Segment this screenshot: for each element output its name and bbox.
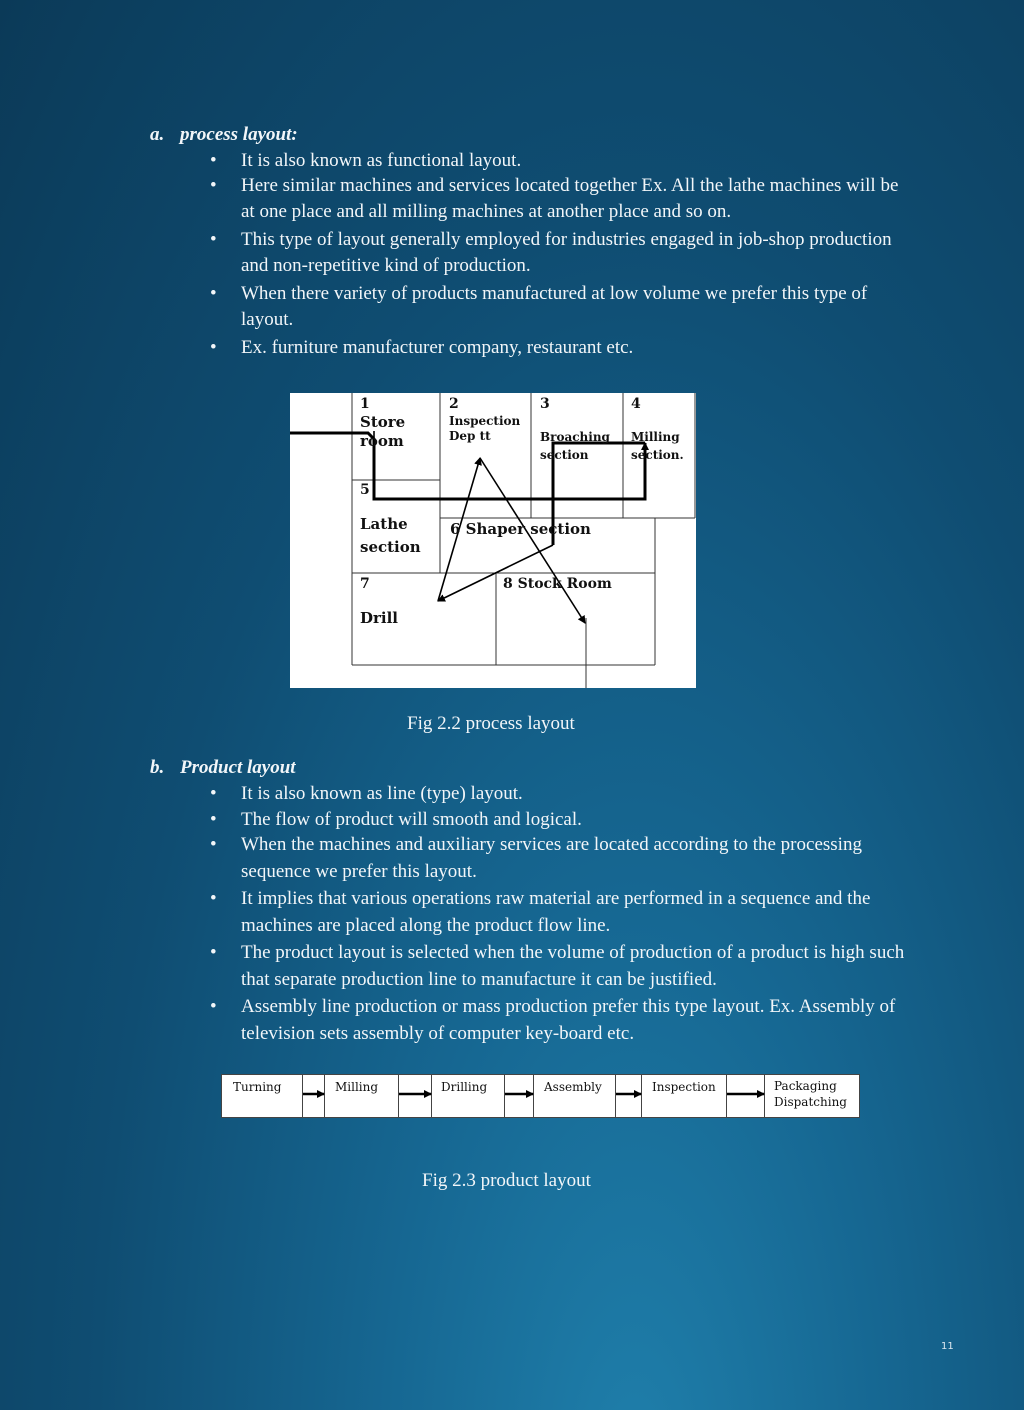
section-b-bullet: • It implies that various operations raw material are performed in a sequence and the machines are placed along the product flow line. (210, 886, 910, 939)
section-a-heading (150, 124, 298, 146)
section-b-heading (150, 757, 296, 779)
flow-step-drilling: Drilling (441, 1080, 488, 1094)
cell-4-number: 4 (631, 396, 641, 412)
cell-5-label: section (360, 538, 421, 556)
flow-step-packaging: Packaging (774, 1079, 837, 1093)
cell-4-label: section. (631, 448, 684, 462)
section-a-bullet: • It is also known as functional layout. (210, 148, 910, 175)
cell-5-label: Lathe (360, 515, 408, 533)
section-b-bullet: • Assembly line production or mass production prefer this type layout. Ex. Assembly of television sets assembly of computer key-board etc. (210, 994, 910, 1047)
section-a-bullet: • Ex. furniture manufacturer company, restaurant etc. (210, 335, 910, 362)
flow-step-milling: Milling (335, 1080, 379, 1094)
cell-2-number: 2 (449, 396, 459, 412)
section-a-bullet-list (210, 148, 910, 362)
section-b-bullet: • When the machines and auxiliary services are located according to the processing sequence we prefer this layout. (210, 832, 910, 885)
cell-2-label: Dep tt (449, 429, 491, 443)
cell-4-label: Milling (631, 430, 680, 444)
section-a-bullet: • This type of layout generally employed for industries engaged in job-shop production and non-repetitive kind of production. (210, 227, 910, 280)
cell-1-label: Store (360, 413, 406, 431)
section-b-bullet: • It is also known as line (type) layout. (210, 781, 910, 808)
flow-step-dispatching: Dispatching (774, 1095, 847, 1109)
cell-3-number: 3 (540, 396, 550, 412)
cell-6-label: 6 Shaper section (450, 520, 591, 538)
section-b-title: Product layout (180, 757, 296, 778)
section-a-bullet: • Here similar machines and services located together Ex. All the lathe machines will be at one place and all milling machines at another place and so on. (210, 173, 910, 226)
cell-2-label: Inspection (449, 414, 521, 428)
cell-3-label: section (540, 448, 589, 462)
section-b-bullet: • The product layout is selected when the volume of production of a product is high such that separate production line to manufacture it can be justified. (210, 940, 910, 993)
process-layout-diagram (290, 393, 696, 688)
cell-1-number: 1 (360, 396, 370, 412)
flow-step-turning: Turning (233, 1080, 282, 1094)
cell-1-label: room (360, 432, 404, 450)
section-b-marker: b. (150, 757, 165, 778)
page-number: 11 (941, 1341, 954, 1352)
product-layout-flow (221, 1074, 861, 1119)
flow-background (222, 1075, 860, 1118)
section-b-bullet: • The flow of product will smooth and logical. (210, 807, 910, 834)
fig-2-3-caption: Fig 2.3 product layout (422, 1170, 591, 1191)
fig-2-2-caption: Fig 2.2 process layout (407, 713, 575, 734)
flow-step-inspection: Inspection (652, 1080, 716, 1094)
cell-7-number: 7 (360, 576, 370, 592)
cell-8-label: 8 Stock Room (503, 576, 612, 592)
cell-5-number: 5 (360, 482, 370, 498)
section-b-bullet-list (210, 781, 910, 1048)
section-a-bullet: • When there variety of products manufactured at low volume we prefer this type of layout. (210, 281, 910, 334)
cell-3-label: Broaching (540, 430, 610, 444)
section-a-title: process layout: (180, 124, 298, 145)
cell-7-label: Drill (360, 609, 399, 627)
flow-step-assembly: Assembly (544, 1080, 602, 1094)
section-a-marker: a. (150, 124, 165, 145)
